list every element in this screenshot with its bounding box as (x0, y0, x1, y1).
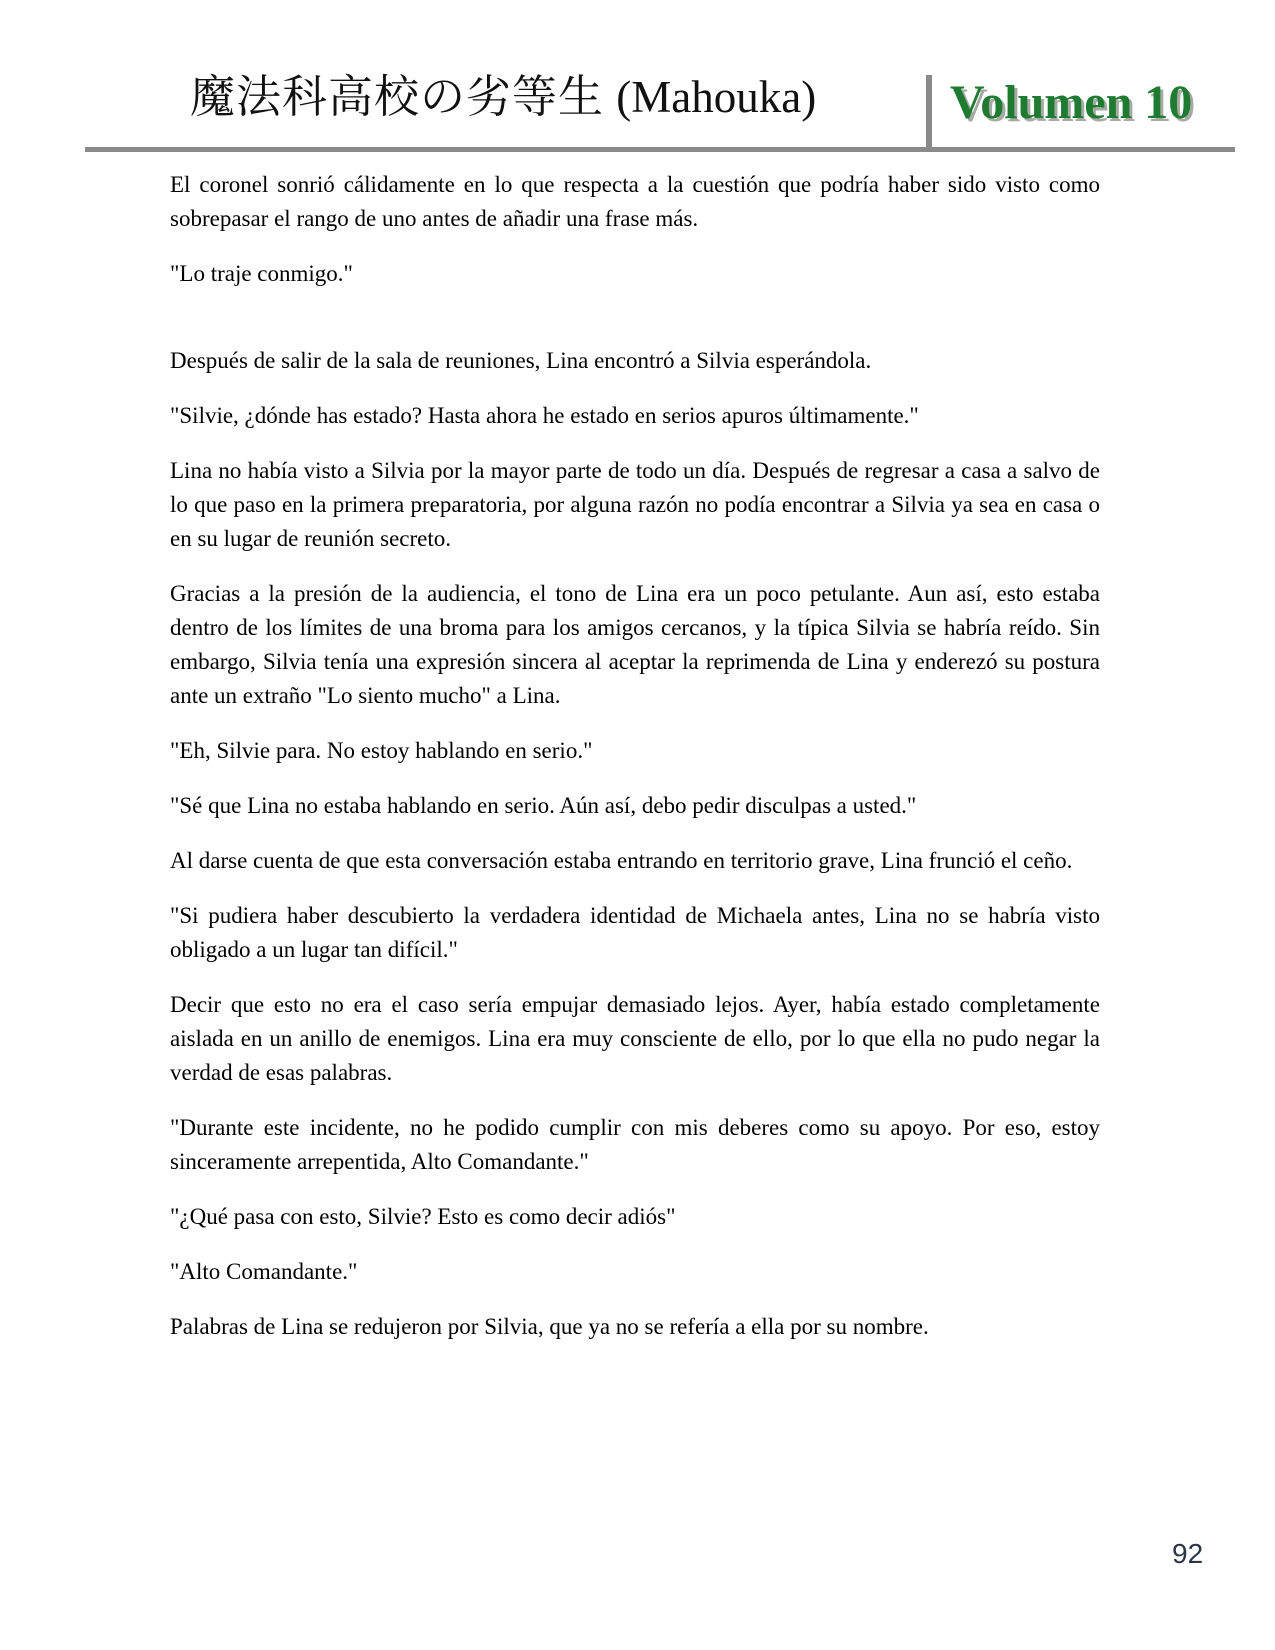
paragraph: "Silvie, ¿dónde has estado? Hasta ahora he estado en serios apuros últimamente." (170, 403, 919, 428)
paragraph: "Lo traje conmigo." (170, 261, 353, 286)
series-title-romanized: (Mahouka) (616, 72, 817, 122)
series-title (190, 66, 816, 128)
page-body (170, 168, 1100, 1365)
paragraph: Gracias a la presión de la audiencia, el tono de Lina era un poco petulante. Aun así, esto estaba dentro de los límites de una broma para los amigos cercanos, y la típica Silvia se habría reído. Sin embargo, Silvia tenía una expresión sincera al aceptar la reprimenda de Lina y enderezó su postura ante un extraño "Lo siento mucho" a Lina. (170, 581, 1100, 708)
paragraph: "¿Qué pasa con esto, Silvie? Esto es como decir adiós" (170, 1204, 676, 1229)
paragraph: El coronel sonrió cálidamente en lo que respecta a la cuestión que podría haber sido visto como sobrepasar el rango de uno antes de añadir una frase más. (170, 172, 1100, 231)
paragraph: Palabras de Lina se redujeron por Silvia, que ya no se refería a ella por su nombre. (170, 1314, 929, 1339)
header-rule (85, 147, 1235, 152)
paragraph: Al darse cuenta de que esta conversación estaba entrando en territorio grave, Lina frunció el ceño. (170, 848, 1073, 873)
paragraph: Decir que esto no era el caso sería empujar demasiado lejos. Ayer, había estado completamente aislada en un anillo de enemigos. Lina era muy consciente de ello, por lo que ella no pudo negar la verdad de esas palabras. (170, 992, 1100, 1085)
paragraph: "Eh, Silvie para. No estoy hablando en serio." (170, 738, 593, 763)
header-divider-bar (926, 75, 932, 150)
paragraph: "Alto Comandante." (170, 1259, 358, 1284)
volume-label: Volumen 10 (950, 76, 1193, 129)
series-title-japanese: 魔法科高校の劣等生 (190, 72, 605, 122)
paragraph: "Durante este incidente, no he podido cumplir con mis deberes como su apoyo. Por eso, estoy sinceramente arrepentida, Alto Comandante." (170, 1115, 1100, 1174)
page-number: 92 (1172, 1538, 1204, 1569)
paragraph: Lina no había visto a Silvia por la mayor parte de todo un día. Después de regresar a casa a salvo de lo que paso en la primera preparatoria, por alguna razón no podía encontrar a Silvia ya sea en casa o en su lugar de reunión secreto. (170, 458, 1100, 551)
paragraph: "Si pudiera haber descubierto la verdadera identidad de Michaela antes, Lina no se habría visto obligado a un lugar tan difícil." (170, 903, 1100, 962)
paragraph: "Sé que Lina no estaba hablando en serio. Aún así, debo pedir disculpas a usted." (170, 793, 917, 818)
paragraph: Después de salir de la sala de reuniones, Lina encontró a Silvia esperándola. (170, 348, 872, 373)
